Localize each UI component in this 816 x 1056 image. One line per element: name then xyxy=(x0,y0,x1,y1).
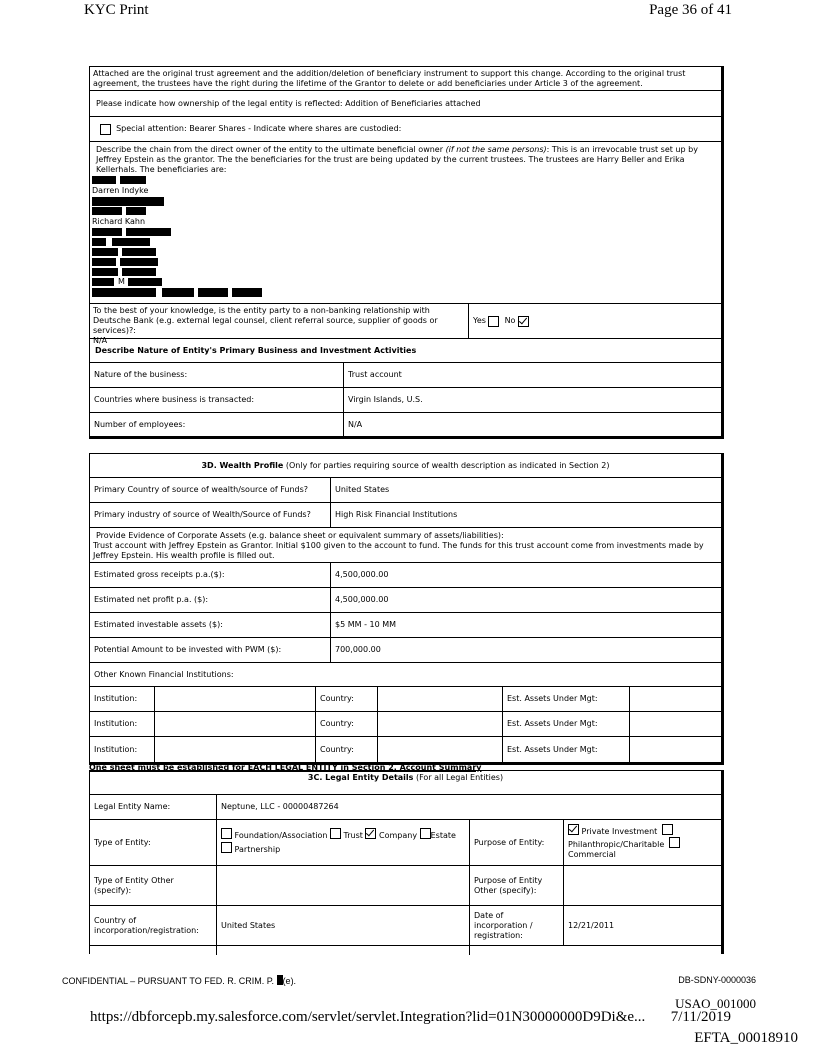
net-profit-value: 4,500,000.00 xyxy=(335,595,389,604)
attached-text: Attached are the original trust agreement and the addition/deletion of beneficiary instrument to support this change. According to the original trust agreement, the trustees have the right during the lifetime of the Grantor to delete or add beneficiaries under Article 3 of the agreement. xyxy=(93,69,686,88)
type-other-label: Type of Entity Other (specify): xyxy=(94,875,174,895)
redaction xyxy=(92,248,118,256)
print-date: 7/11/2019 xyxy=(670,1009,731,1025)
redaction xyxy=(126,228,171,236)
primary-industry-value: High Risk Financial Institutions xyxy=(335,510,458,519)
incorporation-date-label: Date of incorporation / registration: xyxy=(474,910,533,940)
gross-receipts-row xyxy=(90,563,721,588)
employees-row xyxy=(90,413,721,437)
redaction xyxy=(120,176,146,184)
confidential-text: CONFIDENTIAL – PURSUANT TO FED. R. CRIM. P. xyxy=(62,976,275,986)
institution-aum-label: Est. Assets Under Mgt: xyxy=(507,719,598,728)
purpose-other-value[interactable] xyxy=(563,866,721,905)
wealth-profile-section xyxy=(89,453,724,765)
pwm-amount-row xyxy=(90,638,721,663)
redaction xyxy=(122,248,156,256)
beneficiary-richard-kahn: Richard Kahn xyxy=(92,217,146,226)
confidential-footer xyxy=(62,975,296,986)
legal-entity-section xyxy=(89,770,724,954)
institution-label: Institution: xyxy=(94,745,138,754)
entity-type-row xyxy=(90,820,721,866)
primary-country-value: United States xyxy=(335,485,390,494)
redaction xyxy=(198,288,228,297)
type-partnership-checkbox[interactable] xyxy=(221,842,232,853)
purpose-label: Purpose of Entity: xyxy=(474,837,545,847)
employees-label: Number of employees: xyxy=(94,420,186,429)
investable-assets-value: $5 MM - 10 MM xyxy=(335,620,397,629)
institution-country-label: Country: xyxy=(320,745,354,754)
redaction xyxy=(92,258,116,266)
type-foundation-checkbox[interactable] xyxy=(221,828,232,839)
print-header-title: KYC Print xyxy=(84,2,149,18)
institution-aum-value[interactable] xyxy=(629,712,721,736)
ownership-reflected-row xyxy=(90,91,721,117)
relationship-answer: N/A xyxy=(93,336,108,345)
incorporation-date-value: 12/21/2011 xyxy=(568,920,615,930)
wealth-subtitle: (Only for parties requiring source of wealth description as indicated in Section 2) xyxy=(285,460,610,470)
redaction xyxy=(162,288,194,297)
entity-type-label: Type of Entity: xyxy=(94,837,151,847)
country-incorporation-value: United States xyxy=(221,920,276,930)
relationship-yes-checkbox[interactable] xyxy=(488,316,499,327)
institution-country-label: Country: xyxy=(320,719,354,728)
type-other-row xyxy=(90,866,721,906)
chain-italic: (if not the same persons) xyxy=(445,145,547,154)
pwm-amount-label: Potential Amount to be invested with PWM ($): xyxy=(94,645,282,654)
institution-row xyxy=(90,687,721,712)
beneficiary-initial: M xyxy=(118,277,125,286)
net-profit-row xyxy=(90,588,721,613)
redaction xyxy=(92,176,116,184)
investable-assets-row xyxy=(90,613,721,638)
purpose-private-investment-label: Private Investment xyxy=(581,827,658,836)
relationship-row xyxy=(90,304,721,345)
ownership-reflected-value: Addition of Beneficiaries attached xyxy=(345,98,481,108)
type-company-label: Company xyxy=(379,831,418,840)
redaction xyxy=(277,975,283,985)
type-foundation-label: Foundation/Association xyxy=(234,831,328,840)
bearer-shares-label: Special attention: Bearer Shares - Indicate where shares are custodied: xyxy=(116,124,402,133)
type-company-checkbox[interactable] xyxy=(365,828,376,839)
type-trust-checkbox[interactable] xyxy=(330,828,341,839)
redaction xyxy=(92,228,122,236)
nature-label: Nature of the business: xyxy=(94,370,188,379)
purpose-commercial-label: Commercial xyxy=(568,850,616,859)
primary-country-label: Primary Country of source of wealth/source of Funds? xyxy=(94,485,309,494)
wealth-title-row xyxy=(90,454,721,478)
bates-number: DB-SDNY-0000036 xyxy=(678,975,756,985)
countries-label: Countries where business is transacted: xyxy=(94,395,255,404)
other-fi-row xyxy=(90,663,721,687)
chain-text: This is an irrevocable trust set up by Jeffrey Epstein as the grantor. The the beneficiaries for the trust are being updated by the current trustees. The trustees are Harry Beller and Erika Kellerhals. The beneficiaries are: xyxy=(96,145,698,174)
redaction xyxy=(92,288,156,297)
redaction xyxy=(92,197,164,206)
ownership-chain-row: Describe the chain from the direct owner of the entity to the ultimate beneficial owner (if not the same persons): This is an irrevocable trust set up by Jeffrey Epstein as the grantor. The the beneficiaries for the trust are being updated by the current trustees. The trustees are Harry Beller and Erika Kellerhals. The beneficiaries are: Darren Indyke Richard Kahn M xyxy=(90,142,721,304)
evidence-row xyxy=(90,528,721,563)
redaction xyxy=(92,278,114,286)
institution-country-value[interactable] xyxy=(377,737,502,763)
entity-name-label: Legal Entity Name: xyxy=(94,802,171,811)
efta-number: EFTA_00018910 xyxy=(694,1030,798,1046)
evidence-text: Trust account with Jeffrey Epstein as Grantor. Initial $100 given to the account to fund. The funds for this trust account come from investments made by Jeffrey Epstein. His wealth profile is filled out. xyxy=(93,541,704,560)
type-partnership-label: Partnership xyxy=(234,845,281,854)
primary-country-row xyxy=(90,478,721,503)
purpose-philanthropic-label: Philanthropic/Charitable xyxy=(568,840,665,849)
ownership-section xyxy=(89,66,724,439)
purpose-other-label: Purpose of Entity Other (specify): xyxy=(474,875,543,895)
relationship-yes-label: Yes xyxy=(473,316,486,325)
gross-receipts-value: 4,500,000.00 xyxy=(335,570,389,579)
net-profit-label: Estimated net profit p.a. ($): xyxy=(94,595,209,604)
institution-label: Institution: xyxy=(94,694,138,703)
redaction xyxy=(120,258,158,266)
nature-value: Trust account xyxy=(348,370,402,379)
institution-aum-value[interactable] xyxy=(629,687,721,711)
relationship-question: To the best of your knowledge, is the entity party to a non-banking relationship with Deutsche Bank (e.g. external legal counsel, client referral source, supplier of goods or services)?: xyxy=(93,306,438,335)
institution-country-label: Country: xyxy=(320,694,354,703)
bearer-shares-checkbox[interactable] xyxy=(100,124,111,135)
countries-value: Virgin Islands, U.S. xyxy=(348,395,423,404)
redaction xyxy=(232,288,262,297)
purpose-private-investment-checkbox[interactable] xyxy=(568,824,579,835)
evidence-label: Provide Evidence of Corporate Assets (e.g. balance sheet or equivalent summary of assets/liabilities): xyxy=(96,531,504,540)
redaction xyxy=(128,278,162,286)
attached-row xyxy=(90,67,721,91)
redaction xyxy=(92,207,122,215)
legal-title: 3C. Legal Entity Details xyxy=(307,773,414,782)
type-other-value[interactable] xyxy=(216,866,469,905)
legal-entity-note: One sheet must be established for EACH LEGAL ENTITY in Section 2. Account Summary xyxy=(89,763,482,772)
institution-row xyxy=(90,712,721,737)
institution-row xyxy=(90,737,721,763)
nature-row xyxy=(90,363,721,388)
other-fi-label: Other Known Financial Institutions: xyxy=(94,669,234,679)
ownership-reflected-label: Please indicate how ownership of the legal entity is reflected: xyxy=(96,98,343,108)
institution-country-value[interactable] xyxy=(377,712,502,736)
page-number: Page 36 of 41 xyxy=(649,2,732,18)
institution-aum-label: Est. Assets Under Mgt: xyxy=(507,745,598,754)
institution-value[interactable] xyxy=(154,712,315,736)
countries-row xyxy=(90,388,721,413)
institution-country-value[interactable] xyxy=(377,687,502,711)
institution-label: Institution: xyxy=(94,719,138,728)
usao-number: USAO_001000 xyxy=(675,996,756,1011)
redaction xyxy=(92,238,106,246)
investable-assets-label: Estimated investable assets ($): xyxy=(94,620,223,629)
wealth-title: 3D. Wealth Profile xyxy=(201,460,284,470)
type-trust-label: Trust xyxy=(343,831,363,840)
gross-receipts-label: Estimated gross receipts p.a.($): xyxy=(94,570,225,579)
primary-industry-label: Primary industry of source of Wealth/Source of Funds? xyxy=(94,510,311,519)
institution-value[interactable] xyxy=(154,687,315,711)
source-url: https://dbforcepb.my.salesforce.com/servlet/servlet.Integration?lid=01N30000000D9Di&e... xyxy=(90,1009,646,1025)
bearer-shares-row xyxy=(90,117,721,142)
entity-name-row xyxy=(90,795,721,820)
pwm-amount-value: 700,000.00 xyxy=(335,645,381,654)
redaction xyxy=(122,268,156,276)
country-date-row xyxy=(90,906,721,946)
redaction xyxy=(92,268,118,276)
redaction xyxy=(126,207,146,215)
beneficiary-darren-indyke: Darren Indyke xyxy=(92,186,149,195)
nature-title-row xyxy=(90,339,721,363)
institution-aum-value[interactable] xyxy=(629,737,721,763)
relationship-no-checkbox[interactable] xyxy=(518,316,529,327)
legal-subtitle: (For all Legal Entities) xyxy=(415,773,504,782)
confidential-suffix: (e). xyxy=(282,976,297,986)
next-row-start xyxy=(90,946,721,955)
legal-title-row xyxy=(90,771,721,795)
entity-name-value: Neptune, LLC - 00000487264 xyxy=(221,802,339,811)
purpose-commercial-checkbox[interactable] xyxy=(669,837,680,848)
primary-industry-row xyxy=(90,503,721,528)
employees-value: N/A xyxy=(348,420,363,429)
relationship-no-label: No xyxy=(504,316,516,325)
institution-aum-label: Est. Assets Under Mgt: xyxy=(507,694,598,703)
chain-label: Describe the chain from the direct owner of the entity to the ultimate beneficial owner xyxy=(96,145,444,154)
purpose-philanthropic-checkbox[interactable] xyxy=(662,824,673,835)
nature-title: Describe Nature of Entity's Primary Business and Investment Activities xyxy=(95,345,417,355)
type-estate-label: Estate xyxy=(430,831,456,840)
type-estate-checkbox[interactable] xyxy=(420,828,431,839)
institution-value[interactable] xyxy=(154,737,315,763)
country-incorporation-label: Country of incorporation/registration: xyxy=(94,915,199,935)
redaction xyxy=(112,238,150,246)
